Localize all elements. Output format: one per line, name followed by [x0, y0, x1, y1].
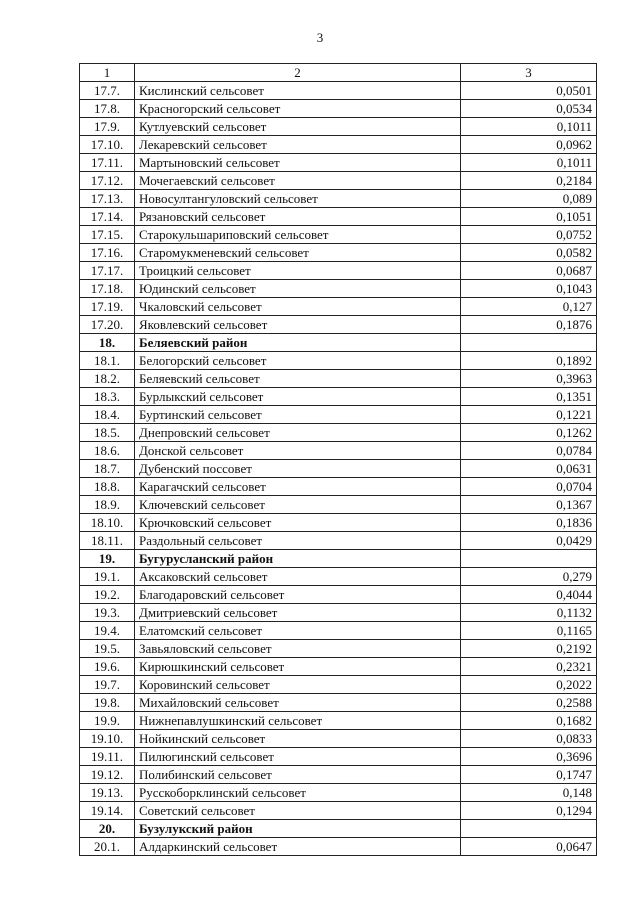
table-row: [80, 280, 597, 298]
row-name: Бурлыкский сельсовет: [135, 388, 461, 406]
row-name: Яковлевский сельсовет: [135, 316, 461, 334]
table-row: [80, 694, 597, 712]
section-row: [80, 334, 597, 352]
row-value: [461, 820, 597, 838]
table-row: [80, 784, 597, 802]
table-row: [80, 190, 597, 208]
row-number: 19.1.: [80, 568, 135, 586]
row-number: 19.11.: [80, 748, 135, 766]
table-row: [80, 748, 597, 766]
table-row: [80, 154, 597, 172]
table-row: [80, 244, 597, 262]
row-name: Новосултангуловский сельсовет: [135, 190, 461, 208]
row-name: Дмитриевский сельсовет: [135, 604, 461, 622]
row-number: 17.18.: [80, 280, 135, 298]
row-value: 0,2192: [461, 640, 597, 658]
row-number: 17.12.: [80, 172, 135, 190]
table-row: [80, 226, 597, 244]
row-name: Чкаловский сельсовет: [135, 298, 461, 316]
row-number: 17.15.: [80, 226, 135, 244]
row-name: Нижнепавлушкинский сельсовет: [135, 712, 461, 730]
row-number: 18.7.: [80, 460, 135, 478]
table-row: [80, 586, 597, 604]
row-value: 0,1836: [461, 514, 597, 532]
row-number: 18.5.: [80, 424, 135, 442]
row-value: 0,1351: [461, 388, 597, 406]
row-value: 0,2321: [461, 658, 597, 676]
row-number: 19.10.: [80, 730, 135, 748]
row-value: 0,1876: [461, 316, 597, 334]
table-row: [80, 568, 597, 586]
row-number: 18.9.: [80, 496, 135, 514]
row-value: 0,1892: [461, 352, 597, 370]
row-name: Бузулукский район: [135, 820, 461, 838]
row-number: 18.6.: [80, 442, 135, 460]
row-value: 0,2184: [461, 172, 597, 190]
row-value: 0,0784: [461, 442, 597, 460]
row-name: Михайловский сельсовет: [135, 694, 461, 712]
row-name: Рязановский сельсовет: [135, 208, 461, 226]
row-name: Беляевский район: [135, 334, 461, 352]
row-value: 0,127: [461, 298, 597, 316]
row-name: Лекаревский сельсовет: [135, 136, 461, 154]
row-name: Полибинский сельсовет: [135, 766, 461, 784]
row-name: Крючковский сельсовет: [135, 514, 461, 532]
row-name: Завьяловский сельсовет: [135, 640, 461, 658]
column-header-2: 2: [135, 64, 461, 82]
table-row: [80, 676, 597, 694]
row-number: 17.13.: [80, 190, 135, 208]
row-name: Русскоборклинский сельсовет: [135, 784, 461, 802]
table-row: [80, 514, 597, 532]
table-row: [80, 442, 597, 460]
row-number: 18.4.: [80, 406, 135, 424]
row-name: Нойкинский сельсовет: [135, 730, 461, 748]
row-value: 0,1165: [461, 622, 597, 640]
table-row: [80, 604, 597, 622]
row-value: 0,0704: [461, 478, 597, 496]
row-value: 0,0752: [461, 226, 597, 244]
table-row: [80, 424, 597, 442]
table-row: [80, 496, 597, 514]
row-name: Благодаровский сельсовет: [135, 586, 461, 604]
table-row: [80, 118, 597, 136]
table-row: [80, 298, 597, 316]
row-value: [461, 550, 597, 568]
table-row: [80, 82, 597, 100]
table-row: [80, 208, 597, 226]
row-value: 0,0647: [461, 838, 597, 856]
table-row: [80, 370, 597, 388]
table-row: [80, 802, 597, 820]
row-name: Пилюгинский сельсовет: [135, 748, 461, 766]
row-value: 0,1043: [461, 280, 597, 298]
row-value: 0,0429: [461, 532, 597, 550]
row-number: 19.4.: [80, 622, 135, 640]
row-name: Раздольный сельсовет: [135, 532, 461, 550]
row-number: 17.9.: [80, 118, 135, 136]
row-value: 0,0962: [461, 136, 597, 154]
row-name: Днепровский сельсовет: [135, 424, 461, 442]
row-number: 18.8.: [80, 478, 135, 496]
row-value: 0,2588: [461, 694, 597, 712]
row-number: 20.: [80, 820, 135, 838]
allocation-table: [79, 63, 597, 856]
row-name: Аксаковский сельсовет: [135, 568, 461, 586]
row-name: Мартыновский сельсовет: [135, 154, 461, 172]
table-row: [80, 100, 597, 118]
row-number: 18.10.: [80, 514, 135, 532]
row-value: 0,0582: [461, 244, 597, 262]
row-number: 17.7.: [80, 82, 135, 100]
row-number: 17.10.: [80, 136, 135, 154]
row-number: 17.14.: [80, 208, 135, 226]
row-name: Беляевский сельсовет: [135, 370, 461, 388]
row-value: 0,1011: [461, 118, 597, 136]
row-number: 18.2.: [80, 370, 135, 388]
table-row: [80, 136, 597, 154]
row-number: 17.19.: [80, 298, 135, 316]
row-name: Карагачский сельсовет: [135, 478, 461, 496]
row-name: Кислинский сельсовет: [135, 82, 461, 100]
table-row: [80, 352, 597, 370]
row-name: Старокульшариповский сельсовет: [135, 226, 461, 244]
row-number: 17.8.: [80, 100, 135, 118]
row-number: 20.1.: [80, 838, 135, 856]
table-row: [80, 388, 597, 406]
row-value: 0,4044: [461, 586, 597, 604]
row-number: 19.5.: [80, 640, 135, 658]
table-row: [80, 658, 597, 676]
row-value: 0,3696: [461, 748, 597, 766]
row-name: Мочегаевский сельсовет: [135, 172, 461, 190]
row-number: 19.2.: [80, 586, 135, 604]
row-name: Донской сельсовет: [135, 442, 461, 460]
page-number: 3: [316, 30, 324, 45]
table-row: [80, 316, 597, 334]
row-name: Белогорский сельсовет: [135, 352, 461, 370]
row-name: Алдаркинский сельсовет: [135, 838, 461, 856]
row-number: 19.12.: [80, 766, 135, 784]
row-number: 17.20.: [80, 316, 135, 334]
table-row: [80, 838, 597, 856]
row-value: 0,148: [461, 784, 597, 802]
row-value: 0,0631: [461, 460, 597, 478]
table-row: [80, 478, 597, 496]
table-row: [80, 766, 597, 784]
table-row: [80, 712, 597, 730]
row-number: 18.1.: [80, 352, 135, 370]
row-name: Елатомский сельсовет: [135, 622, 461, 640]
row-number: 19.9.: [80, 712, 135, 730]
table-row: [80, 622, 597, 640]
row-value: 0,1011: [461, 154, 597, 172]
row-name: Красногорский сельсовет: [135, 100, 461, 118]
row-value: 0,1132: [461, 604, 597, 622]
row-value: 0,0501: [461, 82, 597, 100]
row-name: Советский сельсовет: [135, 802, 461, 820]
row-name: Бугурусланский район: [135, 550, 461, 568]
row-number: 19.3.: [80, 604, 135, 622]
row-name: Старомукменевский сельсовет: [135, 244, 461, 262]
row-name: Кутлуевский сельсовет: [135, 118, 461, 136]
row-value: [461, 334, 597, 352]
row-number: 18.3.: [80, 388, 135, 406]
row-number: 19.: [80, 550, 135, 568]
row-number: 17.11.: [80, 154, 135, 172]
row-number: 18.11.: [80, 532, 135, 550]
row-number: 18.: [80, 334, 135, 352]
table-row: [80, 172, 597, 190]
row-value: 0,1051: [461, 208, 597, 226]
row-number: 19.13.: [80, 784, 135, 802]
table-row: [80, 406, 597, 424]
table-header-row: [80, 64, 597, 82]
row-name: Кирюшкинский сельсовет: [135, 658, 461, 676]
row-number: 19.7.: [80, 676, 135, 694]
row-number: 17.16.: [80, 244, 135, 262]
row-value: 0,0534: [461, 100, 597, 118]
row-name: Дубенский поссовет: [135, 460, 461, 478]
row-value: 0,1294: [461, 802, 597, 820]
row-name: Троицкий сельсовет: [135, 262, 461, 280]
row-number: 19.14.: [80, 802, 135, 820]
column-header-3: 3: [461, 64, 597, 82]
table-row: [80, 730, 597, 748]
row-value: 0,1262: [461, 424, 597, 442]
row-name: Юдинский сельсовет: [135, 280, 461, 298]
table-row: [80, 262, 597, 280]
row-value: 0,3963: [461, 370, 597, 388]
row-name: Буртинский сельсовет: [135, 406, 461, 424]
row-name: Коровинский сельсовет: [135, 676, 461, 694]
row-value: 0,089: [461, 190, 597, 208]
table-body: [80, 82, 597, 856]
row-value: 0,1221: [461, 406, 597, 424]
row-value: 0,1367: [461, 496, 597, 514]
section-row: [80, 550, 597, 568]
column-header-1: 1: [80, 64, 135, 82]
row-number: 19.8.: [80, 694, 135, 712]
row-number: 19.6.: [80, 658, 135, 676]
table-row: [80, 640, 597, 658]
section-row: [80, 820, 597, 838]
row-name: Ключевский сельсовет: [135, 496, 461, 514]
row-value: 0,1747: [461, 766, 597, 784]
row-value: 0,1682: [461, 712, 597, 730]
row-value: 0,0687: [461, 262, 597, 280]
row-number: 17.17.: [80, 262, 135, 280]
row-value: 0,2022: [461, 676, 597, 694]
row-value: 0,0833: [461, 730, 597, 748]
table-row: [80, 460, 597, 478]
row-value: 0,279: [461, 568, 597, 586]
table-row: [80, 532, 597, 550]
